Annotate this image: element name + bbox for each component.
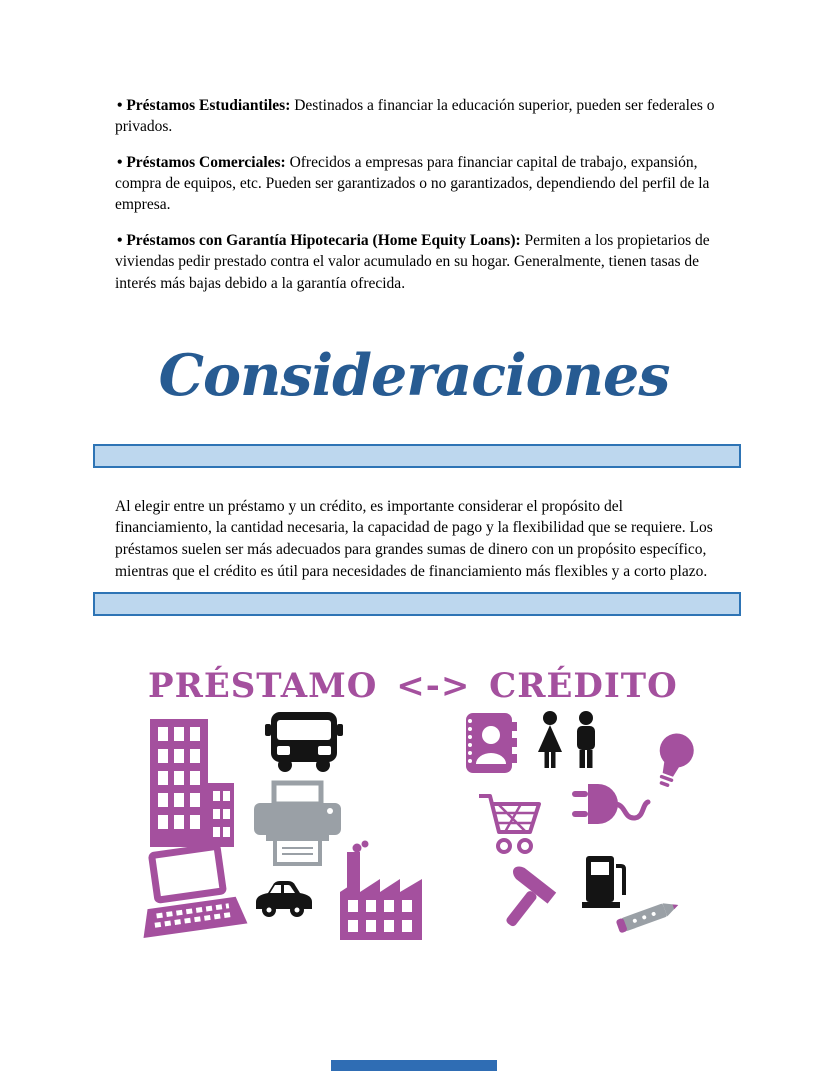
infographic-title bbox=[148, 666, 678, 706]
bullet-label: Préstamos con Garantía Hipotecaria (Home Equity Loans): bbox=[126, 232, 521, 250]
building-icon bbox=[140, 715, 240, 855]
bullet-marker: • bbox=[117, 232, 123, 250]
factory-icon bbox=[335, 840, 427, 947]
title-prestamo: PRÉSTAMO bbox=[148, 666, 378, 706]
bullet-text: Ofrecidos a empresas para financiar capital de trabajo, expansión, compra de equipos, etc. Pueden ser garantizados o no garantizados, dependiendo del perfil de la empresa. bbox=[115, 154, 710, 214]
divider-bar-bottom bbox=[93, 592, 741, 616]
bullet-item-estudiantiles bbox=[115, 95, 715, 137]
bullet-label: Préstamos Estudiantiles: bbox=[126, 97, 291, 114]
title-credito: CRÉDITO bbox=[489, 666, 678, 706]
pencil-icon bbox=[612, 888, 684, 949]
bullet-item-comerciales bbox=[115, 152, 715, 215]
taxi-icon bbox=[250, 872, 316, 927]
plug-icon bbox=[570, 776, 652, 841]
prestamo-credito-infographic bbox=[100, 660, 740, 960]
restroom-figures-icon bbox=[534, 710, 606, 777]
bullet-marker: • bbox=[117, 97, 123, 114]
hammer-icon bbox=[492, 866, 560, 943]
bullet-item-hipotecaria bbox=[115, 230, 715, 293]
bullet-marker: • bbox=[117, 154, 123, 172]
bullet-list bbox=[115, 95, 715, 309]
lightbulb-icon bbox=[648, 728, 700, 797]
printer-icon bbox=[250, 780, 345, 873]
section-heading: Consideraciones bbox=[158, 342, 670, 409]
laptop-icon bbox=[132, 838, 250, 952]
divider-bar-top bbox=[93, 444, 741, 468]
considerations-paragraph: Al elegir entre un préstamo y un crédito, es importante considerar el propósito del financiamiento, la cantidad necesaria, la capacidad de pago y la flexibilidad que se requiere. Los préstamos suelen ser más adecuados para grandes sumas de dinero con un propósito específico, mientras que el crédito es útil para necesidades de financiamiento más flexibles y a corto plazo. bbox=[115, 497, 713, 580]
shopping-cart-icon bbox=[476, 790, 546, 861]
bus-icon bbox=[265, 710, 343, 777]
bullet-text: Permiten a los propietarios de viviendas pedir prestado contra el valor acumulado en su hogar. Generalmente, tienen tasas de interés más bajas debido a la garantía ofrecida. bbox=[115, 232, 710, 292]
bullet-text: Destinados a financiar la educación superior, pueden ser federales o privados. bbox=[115, 97, 715, 136]
title-arrow: <-> bbox=[396, 666, 471, 706]
footer-bar bbox=[331, 1060, 497, 1071]
bullet-label: Préstamos Comerciales: bbox=[126, 154, 286, 172]
contact-book-icon bbox=[456, 710, 518, 781]
